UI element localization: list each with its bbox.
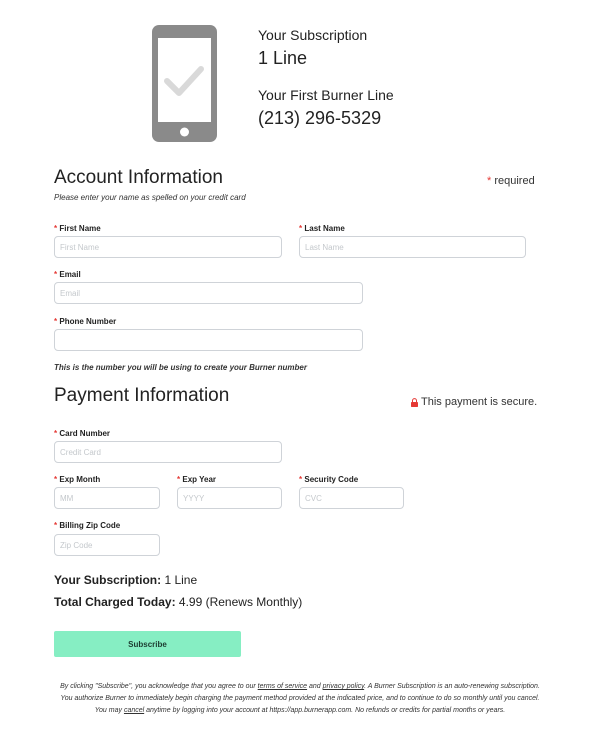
summary-charged-value: 4.99 (Renews Monthly) xyxy=(178,595,303,609)
phone-number-input[interactable] xyxy=(54,329,363,351)
first-name-input[interactable] xyxy=(54,236,282,258)
legal-text-1: By clicking "Subscribe", you acknowledge that you agree to our xyxy=(60,683,258,690)
card-number-input[interactable] xyxy=(54,441,282,463)
email-label xyxy=(54,270,81,279)
exp-month-label-text: Exp Month xyxy=(59,475,101,484)
required-star: * xyxy=(299,224,303,233)
card-number-label-text: Card Number xyxy=(59,429,111,438)
secure-payment-text: This payment is secure. xyxy=(421,396,538,408)
burner-line-label: Your First Burner Line xyxy=(258,87,394,103)
phone-number-label xyxy=(54,317,116,326)
required-star: * xyxy=(177,475,181,484)
exp-year-label-text: Exp Year xyxy=(182,475,217,484)
exp-year-input[interactable] xyxy=(177,487,282,509)
phone-number-hint: This is the number you will be using to create your Burner number xyxy=(54,363,307,372)
required-star: * xyxy=(54,521,58,530)
exp-year-label xyxy=(177,475,216,484)
account-name-hint: Please enter your name as spelled on your credit card xyxy=(54,193,246,202)
required-star: * xyxy=(54,224,58,233)
summary-subscription-value: 1 Line xyxy=(164,573,198,587)
lock-icon xyxy=(411,398,418,407)
exp-month-label xyxy=(54,475,100,484)
billing-zip-input[interactable] xyxy=(54,534,160,556)
required-star: * xyxy=(299,475,303,484)
required-star: * xyxy=(487,175,492,187)
last-name-label-text: Last Name xyxy=(304,224,345,233)
legal-text-3: . A Burner Subscription is an auto-renewing subscription. You authorize Burner to immediately begin charging the payment method provided at the indicated price, and to continue to do so monthly until you cancel. You may xyxy=(60,683,540,714)
first-name-label xyxy=(54,224,101,233)
billing-zip-label xyxy=(54,521,120,530)
email-label-text: Email xyxy=(59,270,81,279)
subscription-label: Your Subscription xyxy=(258,27,368,43)
required-star: * xyxy=(54,317,58,326)
phone-check-icon xyxy=(152,25,217,142)
summary-subscription-label: Your Subscription: xyxy=(54,573,162,587)
last-name-label xyxy=(299,224,345,233)
legal-text-4: anytime by logging into your account at https://app.burnerapp.com. No refunds or credits for partial months or years. xyxy=(144,707,506,714)
burner-line-number: (213) 296-5329 xyxy=(258,108,382,128)
first-name-label-text: First Name xyxy=(59,224,101,233)
required-star: * xyxy=(54,475,58,484)
privacy-policy-link[interactable]: privacy policy xyxy=(322,683,365,690)
required-star: * xyxy=(54,429,58,438)
phone-number-label-text: Phone Number xyxy=(59,317,117,326)
card-number-label xyxy=(54,429,110,438)
subscribe-button[interactable]: Subscribe xyxy=(54,631,241,657)
payment-section-title: Payment Information xyxy=(54,385,230,406)
security-code-input[interactable] xyxy=(299,487,404,509)
security-code-label-text: Security Code xyxy=(304,475,359,484)
summary-total-charged xyxy=(54,595,302,609)
secure-payment-note xyxy=(411,396,537,408)
legal-text-2: and xyxy=(307,683,323,690)
cancel-link[interactable]: cancel xyxy=(123,707,145,714)
exp-month-input[interactable] xyxy=(54,487,160,509)
summary-subscription xyxy=(54,573,197,587)
email-input[interactable] xyxy=(54,282,363,304)
billing-zip-label-text: Billing Zip Code xyxy=(59,521,121,530)
subscription-value: 1 Line xyxy=(258,48,308,68)
required-note-text: required xyxy=(494,175,535,187)
security-code-label xyxy=(299,475,358,484)
legal-disclaimer xyxy=(54,681,546,717)
terms-of-service-link[interactable]: terms of service xyxy=(257,683,308,690)
required-note xyxy=(487,175,535,187)
account-section-title: Account Information xyxy=(54,167,223,188)
required-star: * xyxy=(54,270,58,279)
summary-charged-label: Total Charged Today: xyxy=(54,595,176,609)
last-name-input[interactable] xyxy=(299,236,526,258)
